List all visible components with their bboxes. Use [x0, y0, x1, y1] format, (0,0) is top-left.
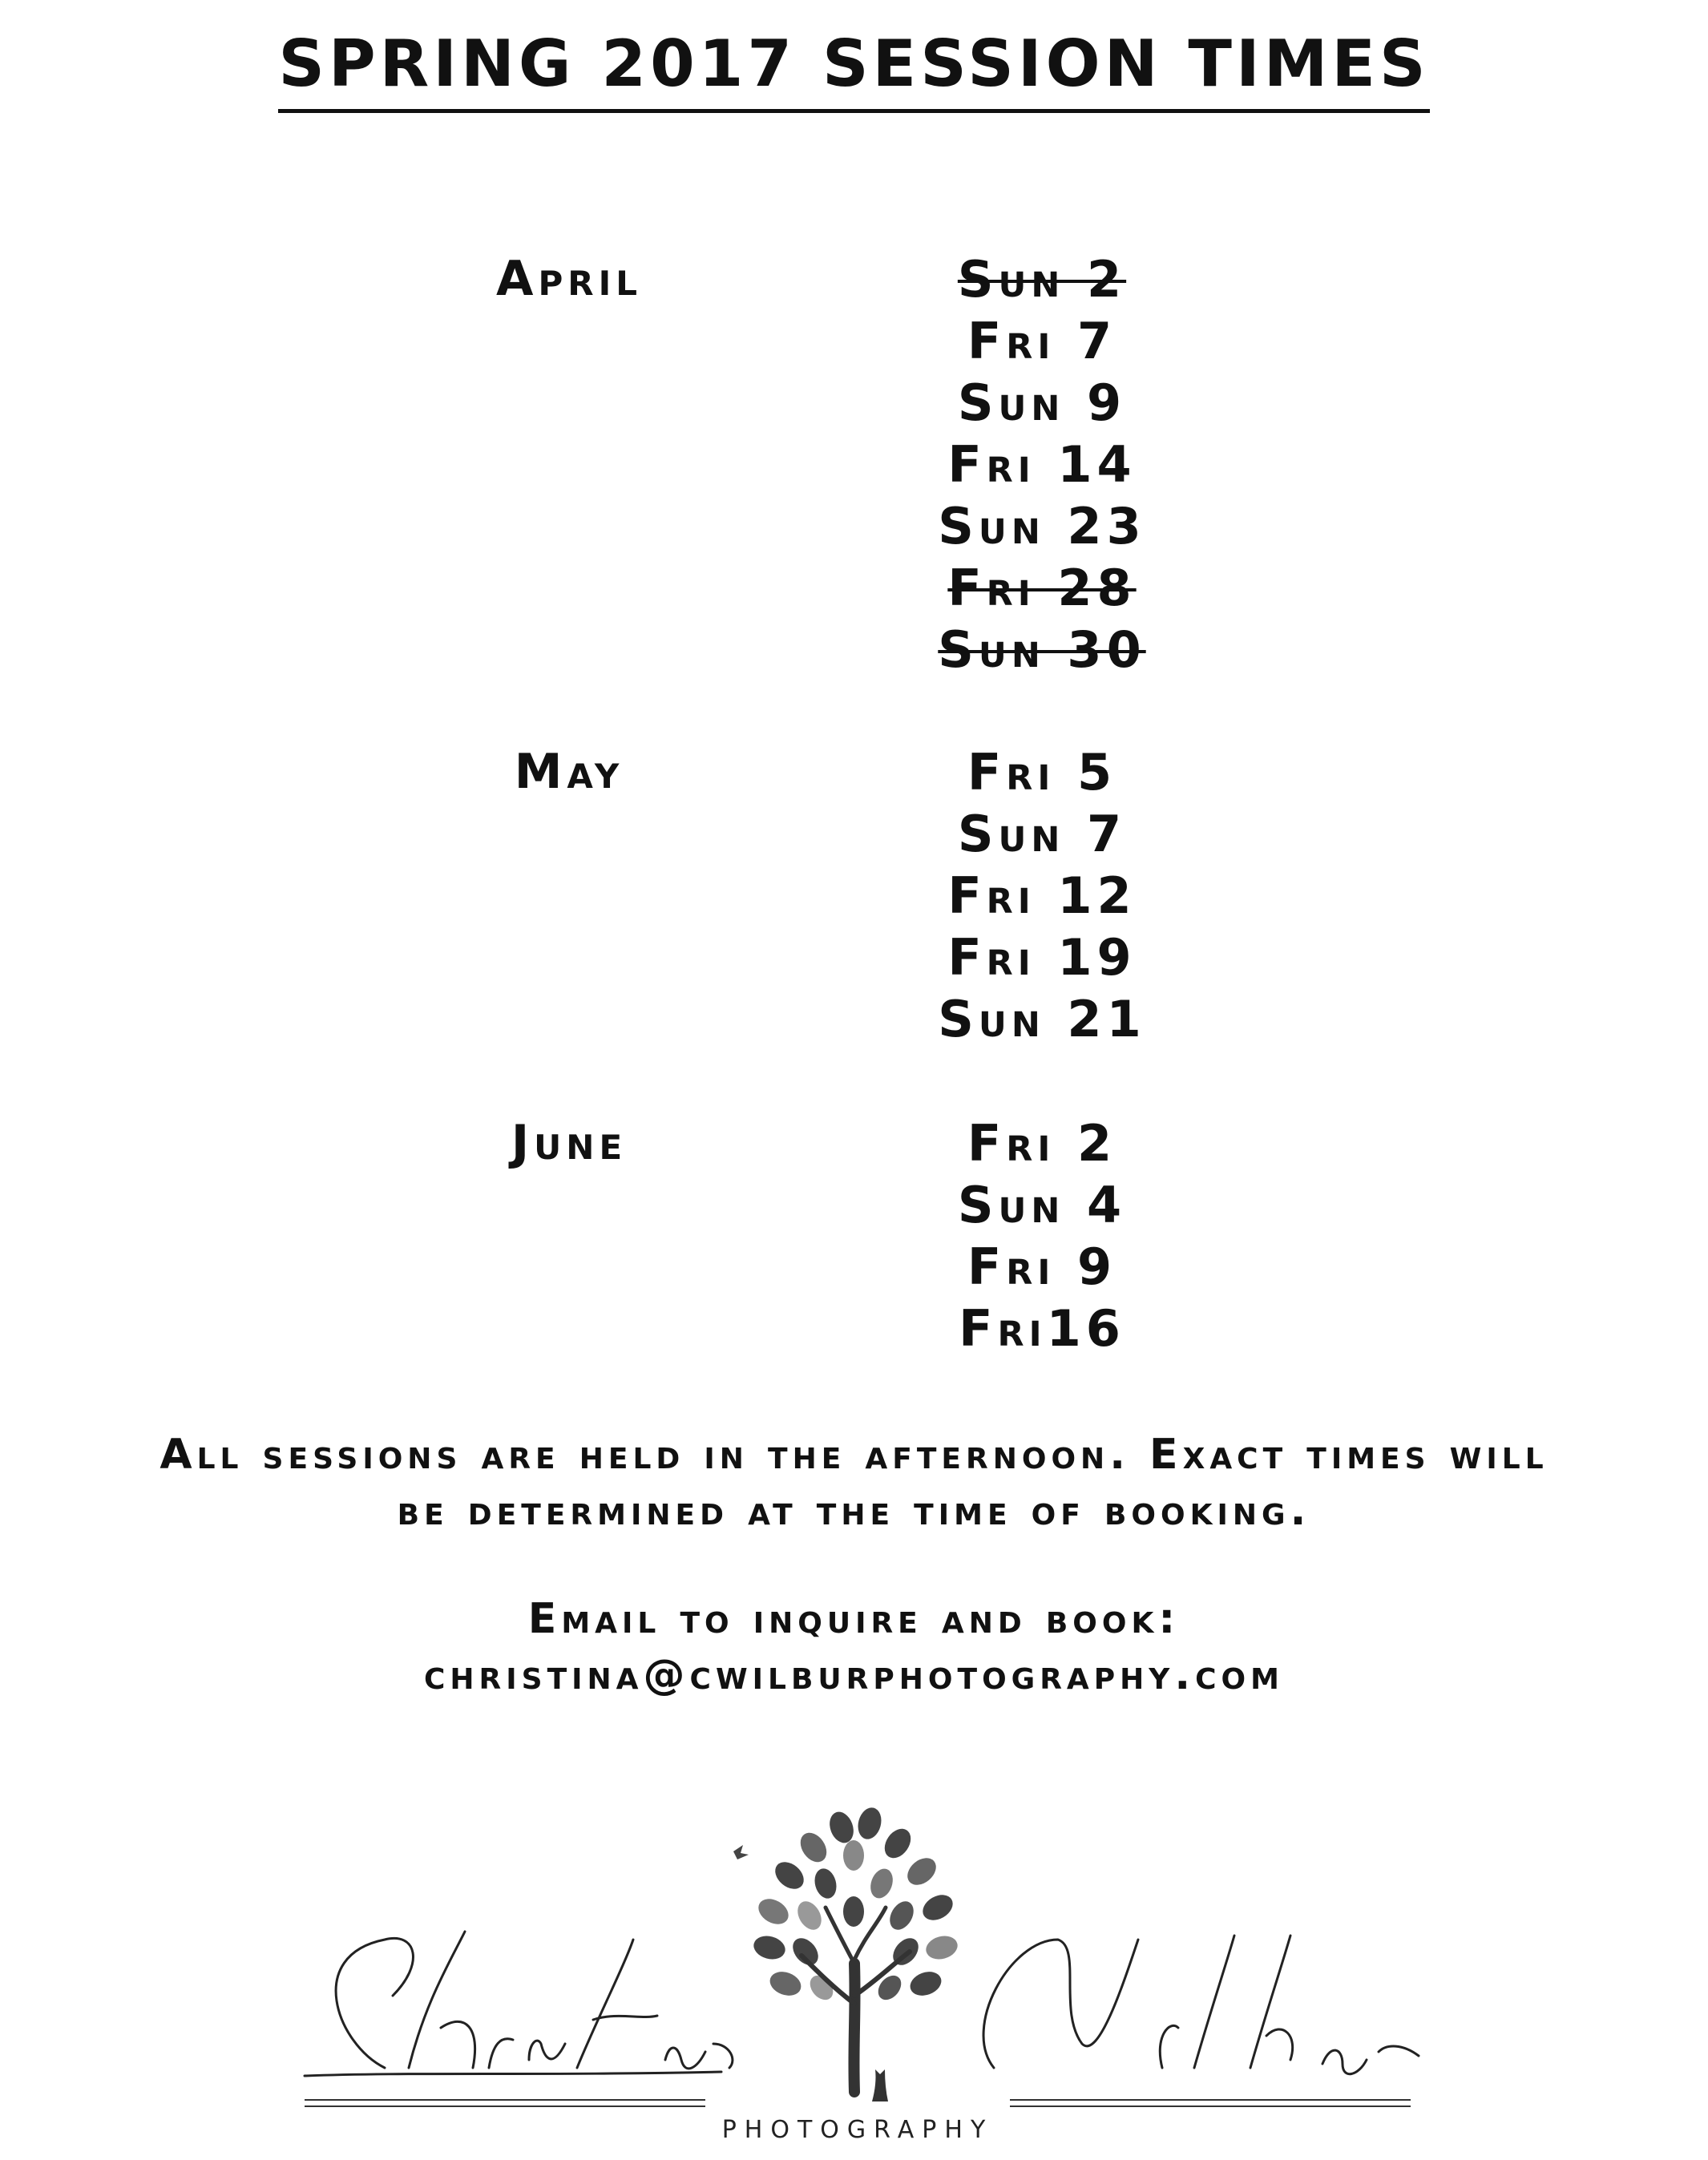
date-item: Sun 2 — [957, 250, 1127, 309]
date-item: Fri 19 — [947, 928, 1137, 987]
date-item: Fri16 — [959, 1299, 1125, 1358]
date-item: Fri 14 — [947, 435, 1137, 494]
date-item: Sun 30 — [938, 620, 1146, 679]
dates-april — [882, 248, 1202, 680]
date-item: Fri 7 — [967, 312, 1117, 370]
date-item: Fri 5 — [967, 743, 1117, 801]
note-line-1: All sessions are held in the afternoon. Exact times will — [159, 1431, 1549, 1479]
note-line-2: be determined at the time of booking. — [397, 1487, 1311, 1535]
date-item: Fri 28 — [947, 559, 1137, 617]
dates-june — [882, 1112, 1202, 1359]
logo-subtitle: PHOTOGRAPHY — [721, 2116, 994, 2144]
page-title — [0, 24, 1708, 113]
email-address[interactable]: christina@cwilburphotography.com — [424, 1651, 1284, 1699]
date-item: Sun 23 — [938, 497, 1146, 555]
dates-may — [882, 741, 1202, 1050]
date-item: Sun 7 — [957, 805, 1127, 863]
tree-icon — [289, 1803, 1427, 2160]
logo — [289, 1803, 1427, 2160]
date-item: Fri 12 — [947, 866, 1137, 925]
month-may: May — [514, 744, 624, 800]
month-april: April — [496, 251, 642, 307]
title-text: SPRING 2017 SESSION TIMES — [278, 24, 1429, 113]
date-item: Sun 4 — [957, 1176, 1127, 1234]
date-item: Fri 9 — [967, 1237, 1117, 1296]
email-prompt: Email to inquire and book: — [527, 1595, 1181, 1643]
month-june: June — [511, 1115, 628, 1171]
date-item: Sun 21 — [938, 990, 1146, 1048]
date-item: Fri 2 — [967, 1114, 1117, 1173]
date-item: Sun 9 — [957, 373, 1127, 432]
